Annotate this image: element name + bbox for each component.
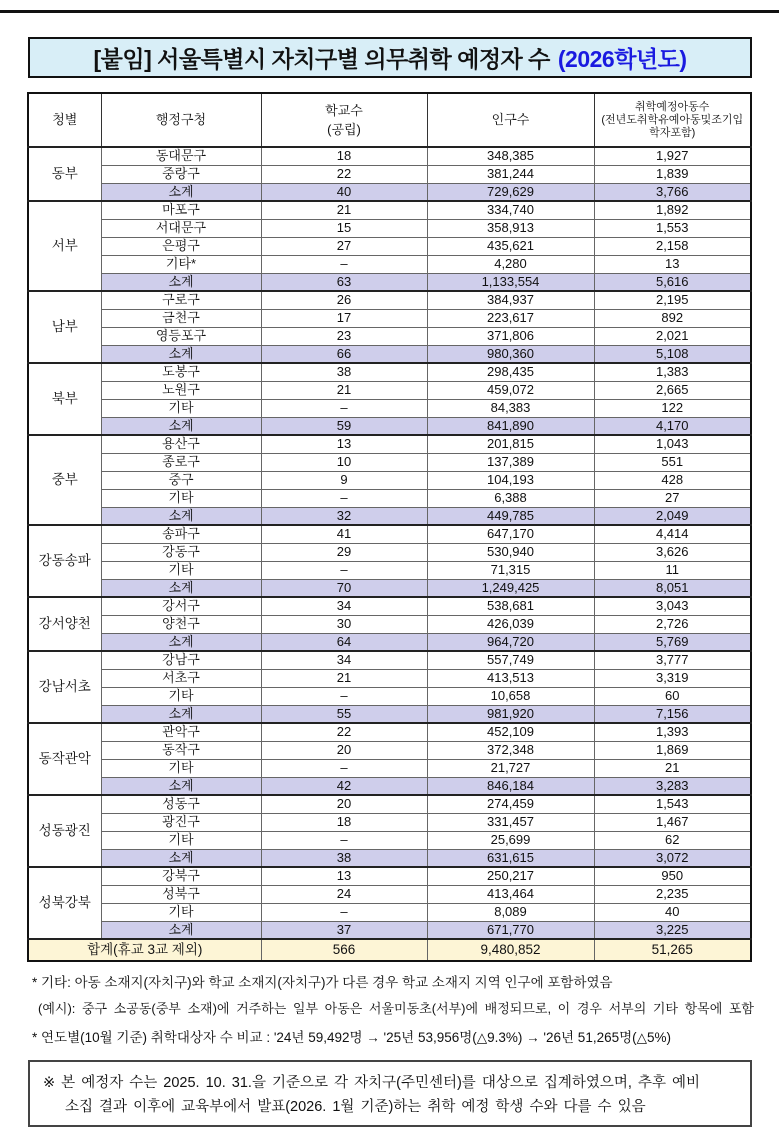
- population-cell: 71,315: [427, 561, 594, 579]
- population-cell: 250,217: [427, 867, 594, 885]
- population-cell: 8,089: [427, 903, 594, 921]
- schools-cell: –: [261, 831, 427, 849]
- population-cell: 334,740: [427, 201, 594, 219]
- schools-cell: –: [261, 255, 427, 273]
- footnote-etc: * 기타: 아동 소재지(자치구)와 학교 소재지(자치구)가 다른 경우 학교 소재지 지역 인구에 포함하였음: [32, 975, 613, 990]
- region-cell: 강서양천: [28, 597, 101, 651]
- children-cell: 1,553: [594, 219, 751, 237]
- population-cell: 201,815: [427, 435, 594, 453]
- population-cell: 84,383: [427, 399, 594, 417]
- district-cell: 구로구: [101, 291, 261, 309]
- schools-cell: 66: [261, 345, 427, 363]
- population-cell: 358,913: [427, 219, 594, 237]
- schools-cell: 21: [261, 669, 427, 687]
- population-cell: 25,699: [427, 831, 594, 849]
- children-cell: 2,235: [594, 885, 751, 903]
- page-top-rule: [0, 10, 779, 13]
- district-cell: 기타: [101, 489, 261, 507]
- region-cell: 동부: [28, 147, 101, 201]
- children-cell: 62: [594, 831, 751, 849]
- children-cell: 1,467: [594, 813, 751, 831]
- district-cell: 강동구: [101, 543, 261, 561]
- table-row: [28, 687, 751, 705]
- region-cell: 중부: [28, 435, 101, 525]
- schools-cell: 55: [261, 705, 427, 723]
- population-cell: 1,249,425: [427, 579, 594, 597]
- subtotal-row: [28, 273, 751, 291]
- schools-cell: –: [261, 687, 427, 705]
- children-cell: 1,839: [594, 165, 751, 183]
- subtotal-row: [28, 507, 751, 525]
- district-cell: 기타: [101, 687, 261, 705]
- schools-cell: –: [261, 399, 427, 417]
- district-cell: 소계: [101, 921, 261, 939]
- schools-cell: 10: [261, 453, 427, 471]
- population-cell: 413,464: [427, 885, 594, 903]
- subtotal-row: [28, 705, 751, 723]
- table-row: [28, 885, 751, 903]
- table-row: [28, 147, 751, 165]
- district-cell: 성북구: [101, 885, 261, 903]
- schools-cell: 20: [261, 741, 427, 759]
- children-cell: 3,072: [594, 849, 751, 867]
- table-row: [28, 669, 751, 687]
- district-cell: 소계: [101, 705, 261, 723]
- population-cell: 21,727: [427, 759, 594, 777]
- population-cell: 331,457: [427, 813, 594, 831]
- schools-cell: –: [261, 759, 427, 777]
- region-cell: 강남서초: [28, 651, 101, 723]
- children-cell: 5,616: [594, 273, 751, 291]
- population-cell: 104,193: [427, 471, 594, 489]
- district-cell: 도봉구: [101, 363, 261, 381]
- population-cell: 980,360: [427, 345, 594, 363]
- district-cell: 관악구: [101, 723, 261, 741]
- children-cell: 3,043: [594, 597, 751, 615]
- children-cell: 428: [594, 471, 751, 489]
- population-cell: 348,385: [427, 147, 594, 165]
- region-cell: 서부: [28, 201, 101, 291]
- schools-cell: 13: [261, 867, 427, 885]
- table-row: [28, 651, 751, 669]
- district-cell: 기타: [101, 903, 261, 921]
- children-cell: 2,195: [594, 291, 751, 309]
- district-table-wrap: [27, 92, 752, 962]
- children-cell: 1,892: [594, 201, 751, 219]
- children-cell: 2,665: [594, 381, 751, 399]
- footnote-example: (예시): 중구 소공동(중부 소재)에 거주하는 일부 아동은 서울미동초(서부)에 배정되므로, 이 경우 서부의 기타 항목에 포함: [38, 1001, 754, 1016]
- schools-cell: 20: [261, 795, 427, 813]
- children-cell: 27: [594, 489, 751, 507]
- children-cell: 40: [594, 903, 751, 921]
- schools-cell: 13: [261, 435, 427, 453]
- district-cell: 소계: [101, 507, 261, 525]
- table-row: [28, 795, 751, 813]
- table-row: [28, 741, 751, 759]
- population-cell: 729,629: [427, 183, 594, 201]
- table-row: [28, 327, 751, 345]
- schools-cell: 18: [261, 147, 427, 165]
- district-cell: 소계: [101, 417, 261, 435]
- district-cell: 동대문구: [101, 147, 261, 165]
- subtotal-row: [28, 633, 751, 651]
- district-cell: 동작구: [101, 741, 261, 759]
- schools-cell: 9: [261, 471, 427, 489]
- total-row: [28, 939, 751, 961]
- region-cell: 성동광진: [28, 795, 101, 867]
- subtotal-row: [28, 417, 751, 435]
- table-row: [28, 759, 751, 777]
- header-children-line1: 취학예정아동수: [635, 100, 710, 113]
- population-cell: 1,133,554: [427, 273, 594, 291]
- region-cell: 강동송파: [28, 525, 101, 597]
- page-title: [28, 37, 752, 78]
- population-cell: 371,806: [427, 327, 594, 345]
- children-cell: 2,049: [594, 507, 751, 525]
- subtotal-row: [28, 579, 751, 597]
- header-schools-line1: 학교수: [325, 102, 363, 118]
- population-cell: 426,039: [427, 615, 594, 633]
- page-title-year: (2026학년도): [557, 46, 687, 72]
- subtotal-row: [28, 921, 751, 939]
- schools-cell: 18: [261, 813, 427, 831]
- district-cell: 기타*: [101, 255, 261, 273]
- total-population-cell: 9,480,852: [427, 939, 594, 961]
- population-cell: 435,621: [427, 237, 594, 255]
- children-cell: 8,051: [594, 579, 751, 597]
- children-cell: 4,414: [594, 525, 751, 543]
- district-cell: 소계: [101, 633, 261, 651]
- children-cell: 11: [594, 561, 751, 579]
- children-cell: 4,170: [594, 417, 751, 435]
- children-cell: 5,108: [594, 345, 751, 363]
- district-cell: 양천구: [101, 615, 261, 633]
- table-row: [28, 291, 751, 309]
- children-cell: 3,766: [594, 183, 751, 201]
- table-row: [28, 489, 751, 507]
- table-row: [28, 201, 751, 219]
- table-row: [28, 165, 751, 183]
- children-cell: 1,393: [594, 723, 751, 741]
- subtotal-row: [28, 345, 751, 363]
- children-cell: 3,225: [594, 921, 751, 939]
- population-cell: 274,459: [427, 795, 594, 813]
- district-cell: 소계: [101, 273, 261, 291]
- table-body: [28, 147, 751, 961]
- district-cell: 광진구: [101, 813, 261, 831]
- district-cell: 기타: [101, 561, 261, 579]
- total-label-cell: 합계(휴교 3교 제외): [28, 939, 261, 961]
- table-row: [28, 453, 751, 471]
- district-cell: 강북구: [101, 867, 261, 885]
- population-cell: 981,920: [427, 705, 594, 723]
- population-cell: 557,749: [427, 651, 594, 669]
- schools-cell: 15: [261, 219, 427, 237]
- schools-cell: 30: [261, 615, 427, 633]
- children-cell: 122: [594, 399, 751, 417]
- population-cell: 223,617: [427, 309, 594, 327]
- schools-cell: 38: [261, 363, 427, 381]
- schools-cell: 34: [261, 651, 427, 669]
- children-cell: 60: [594, 687, 751, 705]
- children-cell: 1,927: [594, 147, 751, 165]
- table-row: [28, 615, 751, 633]
- table-row: [28, 561, 751, 579]
- table-row: [28, 471, 751, 489]
- table-row: [28, 363, 751, 381]
- population-cell: 413,513: [427, 669, 594, 687]
- table-row: [28, 723, 751, 741]
- population-cell: 6,388: [427, 489, 594, 507]
- population-cell: 671,770: [427, 921, 594, 939]
- district-cell: 송파구: [101, 525, 261, 543]
- schools-cell: 21: [261, 201, 427, 219]
- schools-cell: 26: [261, 291, 427, 309]
- children-cell: 21: [594, 759, 751, 777]
- district-cell: 소계: [101, 345, 261, 363]
- schools-cell: 22: [261, 723, 427, 741]
- schools-cell: 29: [261, 543, 427, 561]
- table-row: [28, 525, 751, 543]
- subtotal-row: [28, 183, 751, 201]
- table-row: [28, 435, 751, 453]
- district-cell: 소계: [101, 849, 261, 867]
- children-cell: 2,021: [594, 327, 751, 345]
- children-cell: 13: [594, 255, 751, 273]
- schools-cell: 70: [261, 579, 427, 597]
- children-cell: 3,283: [594, 777, 751, 795]
- district-cell: 서대문구: [101, 219, 261, 237]
- children-cell: 1,543: [594, 795, 751, 813]
- note-box-line1: ※ 본 예정자 수는 2025. 10. 31.을 기준으로 각 자치구(주민센터)를 대상으로 집계하였으며, 추후 예비: [43, 1075, 701, 1091]
- children-cell: 1,043: [594, 435, 751, 453]
- district-cell: 은평구: [101, 237, 261, 255]
- schools-cell: –: [261, 903, 427, 921]
- schools-cell: 17: [261, 309, 427, 327]
- district-cell: 강남구: [101, 651, 261, 669]
- population-cell: 964,720: [427, 633, 594, 651]
- header-children: [594, 93, 751, 147]
- schools-cell: 32: [261, 507, 427, 525]
- schools-cell: 22: [261, 165, 427, 183]
- children-cell: 7,156: [594, 705, 751, 723]
- table-row: [28, 255, 751, 273]
- district-cell: 마포구: [101, 201, 261, 219]
- population-cell: 449,785: [427, 507, 594, 525]
- schools-cell: 41: [261, 525, 427, 543]
- total-children-cell: 51,265: [594, 939, 751, 961]
- subtotal-row: [28, 849, 751, 867]
- header-children-line2: (전년도취학유예아동및조기입학자포함): [601, 113, 744, 139]
- district-cell: 강서구: [101, 597, 261, 615]
- table-row: [28, 543, 751, 561]
- region-cell: 남부: [28, 291, 101, 363]
- children-cell: 2,726: [594, 615, 751, 633]
- district-cell: 서초구: [101, 669, 261, 687]
- population-cell: 452,109: [427, 723, 594, 741]
- table-row: [28, 597, 751, 615]
- district-cell: 소계: [101, 183, 261, 201]
- schools-cell: 21: [261, 381, 427, 399]
- children-cell: 3,319: [594, 669, 751, 687]
- population-cell: 647,170: [427, 525, 594, 543]
- population-cell: 841,890: [427, 417, 594, 435]
- district-cell: 금천구: [101, 309, 261, 327]
- district-cell: 소계: [101, 777, 261, 795]
- header-population: 인구수: [427, 93, 594, 147]
- district-table: [27, 92, 752, 962]
- children-cell: 3,626: [594, 543, 751, 561]
- district-cell: 영등포구: [101, 327, 261, 345]
- population-cell: 10,658: [427, 687, 594, 705]
- footnotes: [32, 974, 754, 1046]
- schools-cell: 63: [261, 273, 427, 291]
- region-cell: 성북강북: [28, 867, 101, 939]
- subtotal-row: [28, 777, 751, 795]
- footnote-yearly-comparison: * 연도별(10월 기준) 취학대상자 수 비교 : '24년 59,492명 → '25년 53,956명(△9.3%) → '26년 51,265명(△5%): [32, 1030, 672, 1045]
- population-cell: 631,615: [427, 849, 594, 867]
- schools-cell: 23: [261, 327, 427, 345]
- note-box-line2: 소집 결과 이후에 교육부에서 발표(2026. 1월 기준)하는 취학 예정 학생 수와 다를 수 있음: [65, 1099, 646, 1115]
- schools-cell: –: [261, 561, 427, 579]
- population-cell: 538,681: [427, 597, 594, 615]
- schools-cell: 42: [261, 777, 427, 795]
- schools-cell: 59: [261, 417, 427, 435]
- children-cell: 551: [594, 453, 751, 471]
- children-cell: 3,777: [594, 651, 751, 669]
- population-cell: 4,280: [427, 255, 594, 273]
- district-cell: 기타: [101, 759, 261, 777]
- schools-cell: 64: [261, 633, 427, 651]
- population-cell: 846,184: [427, 777, 594, 795]
- population-cell: 298,435: [427, 363, 594, 381]
- table-row: [28, 399, 751, 417]
- table-row: [28, 381, 751, 399]
- children-cell: 892: [594, 309, 751, 327]
- schools-cell: 27: [261, 237, 427, 255]
- children-cell: 950: [594, 867, 751, 885]
- children-cell: 5,769: [594, 633, 751, 651]
- district-cell: 성동구: [101, 795, 261, 813]
- header-region: 청별: [28, 93, 101, 147]
- total-schools-cell: 566: [261, 939, 427, 961]
- schools-cell: 34: [261, 597, 427, 615]
- population-cell: 137,389: [427, 453, 594, 471]
- children-cell: 1,383: [594, 363, 751, 381]
- schools-cell: –: [261, 489, 427, 507]
- population-cell: 384,937: [427, 291, 594, 309]
- district-cell: 기타: [101, 831, 261, 849]
- schools-cell: 40: [261, 183, 427, 201]
- table-row: [28, 831, 751, 849]
- region-cell: 동작관악: [28, 723, 101, 795]
- schools-cell: 38: [261, 849, 427, 867]
- table-row: [28, 903, 751, 921]
- district-cell: 노원구: [101, 381, 261, 399]
- header-district: 행정구청: [101, 93, 261, 147]
- district-cell: 소계: [101, 579, 261, 597]
- region-cell: 북부: [28, 363, 101, 435]
- table-row: [28, 867, 751, 885]
- population-cell: 530,940: [427, 543, 594, 561]
- children-cell: 1,869: [594, 741, 751, 759]
- header-schools: [261, 93, 427, 147]
- header-row: [28, 93, 751, 147]
- table-row: [28, 237, 751, 255]
- table-row: [28, 309, 751, 327]
- district-cell: 중랑구: [101, 165, 261, 183]
- district-cell: 중구: [101, 471, 261, 489]
- district-cell: 기타: [101, 399, 261, 417]
- district-cell: 용산구: [101, 435, 261, 453]
- header-schools-line2: (공립): [327, 121, 361, 137]
- page-title-main: [붙임] 서울특별시 자치구별 의무취학 예정자 수: [93, 46, 550, 72]
- table-row: [28, 219, 751, 237]
- children-cell: 2,158: [594, 237, 751, 255]
- table-row: [28, 813, 751, 831]
- note-box: [28, 1060, 752, 1127]
- schools-cell: 24: [261, 885, 427, 903]
- district-cell: 종로구: [101, 453, 261, 471]
- population-cell: 372,348: [427, 741, 594, 759]
- population-cell: 459,072: [427, 381, 594, 399]
- population-cell: 381,244: [427, 165, 594, 183]
- schools-cell: 37: [261, 921, 427, 939]
